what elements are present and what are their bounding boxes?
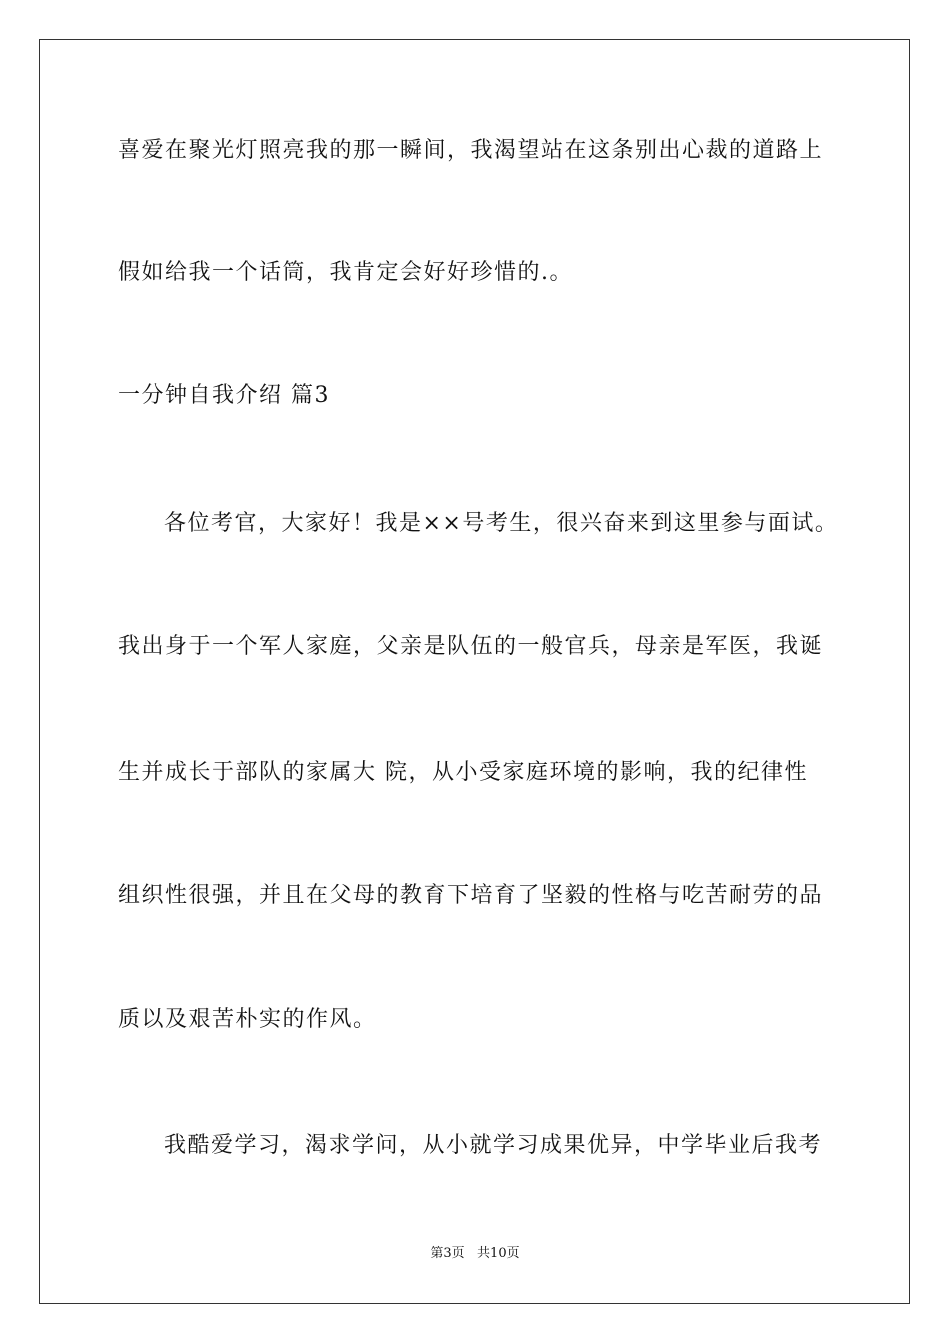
- section-heading: 一分钟自我介绍 篇3: [118, 383, 330, 408]
- paragraph-line-7: 组织性很强，并且在父母的教育下培育了坚毅的性格与吃苦耐劳的品: [118, 883, 824, 908]
- paragraph-line-8: 质以及艰苦朴实的作风。: [118, 1007, 377, 1032]
- paragraph-line-1: 喜爱在聚光灯照亮我的那一瞬间，我渴望站在这条别出心裁的道路上: [118, 138, 824, 163]
- page-footer: 第3页 共10页: [430, 1246, 520, 1261]
- paragraph-line-9: 我酷爱学习，渴求学问，从小就学习成果优异，中学毕业后我考: [164, 1133, 823, 1158]
- paragraph-line-5: 我出身于一个军人家庭，父亲是队伍的一般官兵，母亲是军医，我诞: [118, 634, 824, 659]
- paragraph-line-2: 假如给我一个话筒，我肯定会好好珍惜的.。: [118, 260, 573, 285]
- page-border: [39, 39, 910, 1304]
- paragraph-line-6: 生并成长于部队的家属大 院，从小受家庭环境的影响，我的纪律性: [118, 760, 808, 785]
- paragraph-line-4: 各位考官，大家好！我是××号考生，很兴奋来到这里参与面试。: [164, 511, 839, 536]
